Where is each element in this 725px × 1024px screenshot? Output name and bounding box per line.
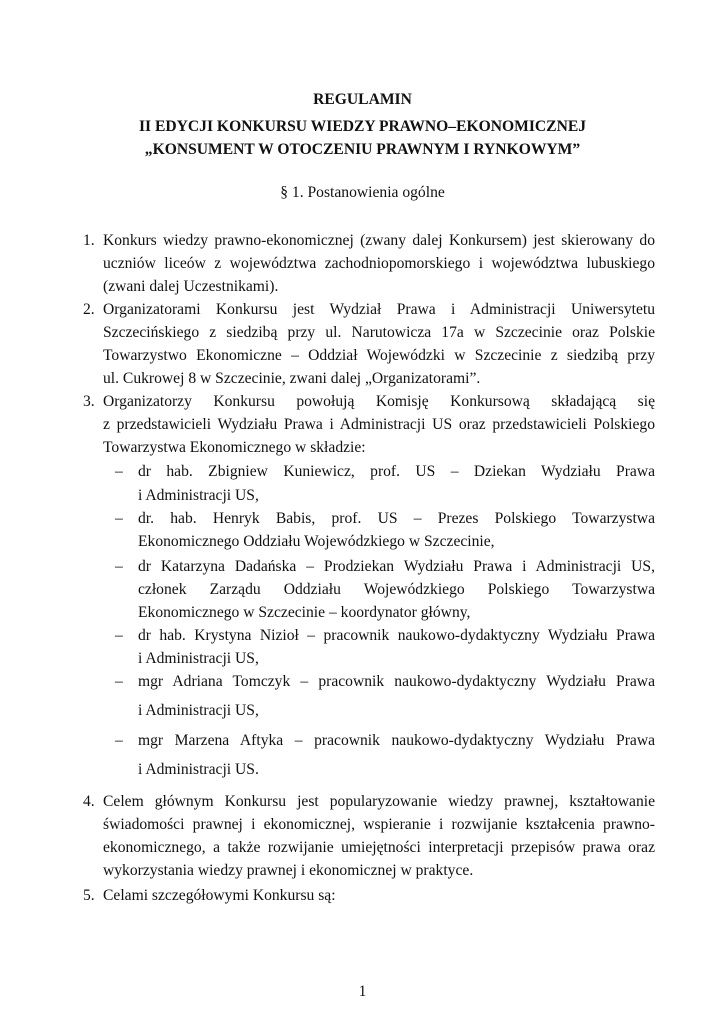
list-item-text: Konkurs wiedzy prawno-ekonomicznej (zwany dalej Konkursem) jest skierowany do (103, 232, 655, 249)
list-item-text: z przedstawicieli Wydziału Prawa i Administracji US oraz przedstawicieli Polskiego (103, 416, 655, 433)
list-item-text: ul. Cukrowej 8 w Szczecinie, zwani dalej „Organizatorami”. (103, 370, 481, 387)
list-item-text: Celami szczegółowymi Konkursu są: (103, 887, 336, 904)
bullet-dash-icon: – (115, 732, 123, 749)
committee-member-text: dr. hab. Henryk Babis, prof. US – Prezes Polskiego Towarzystwa (138, 510, 655, 527)
bullet-dash-icon: – (115, 510, 123, 527)
bullet-dash-icon: – (115, 673, 123, 690)
document-title-line: II EDYCJI KONKURSU WIEDZY PRAWNO–EKONOMICZNEJ (138, 118, 587, 135)
committee-member-text: mgr Adriana Tomczyk – pracownik naukowo-dydaktyczny Wydziału Prawa (138, 673, 655, 690)
list-item-number: 2. (83, 301, 95, 318)
bullet-dash-icon: – (115, 463, 123, 480)
list-item-text: ekonomicznego, a także rozwijanie umiejętności interpretacji przepisów prawa oraz (103, 839, 655, 856)
list-item-text: Szczecińskiego z siedzibą przy ul. Narutowicza 17a w Szczecinie oraz Polskie (103, 324, 655, 341)
section-heading: § 1. Postanowienia ogólne (280, 184, 445, 201)
list-item-number: 4. (83, 793, 95, 810)
list-item-number: 1. (83, 232, 95, 249)
committee-member-text: Ekonomicznego w Szczecinie – koordynator główny, (138, 604, 471, 621)
committee-member-text: i Administracji US. (138, 761, 259, 778)
list-item-text: Towarzystwa Ekonomicznego w składzie: (103, 439, 366, 456)
bullet-dash-icon: – (115, 627, 123, 644)
committee-member-text: członek Zarządu Oddziału Wojewódzkiego Polskiego Towarzystwa (138, 581, 655, 598)
list-item-number: 5. (83, 887, 95, 904)
list-item-text: Organizatorzy Konkursu powołują Komisję Konkursową składającą się (103, 393, 655, 410)
list-item-text: świadomości prawnej i ekonomicznej, wspieranie i rozwijanie kształcenia prawno- (103, 816, 655, 833)
committee-member-text: Ekonomicznego Oddziału Wojewódzkiego w Szczecinie, (138, 533, 495, 550)
list-item-text: wykorzystania wiedzy prawnej i ekonomicznej w praktyce. (103, 862, 474, 879)
document-title-line: REGULAMIN (313, 91, 412, 108)
committee-member-text: dr Katarzyna Dadańska – Prodziekan Wydziału Prawa i Administracji US, (138, 558, 655, 575)
list-item-number: 3. (83, 393, 95, 410)
committee-member-text: i Administracji US, (138, 650, 259, 667)
committee-member-text: i Administracji US, (138, 702, 259, 719)
document-title-line: „KONSUMENT W OTOCZENIU PRAWNYM I RYNKOWYM” (144, 141, 581, 158)
list-item-text: Celem głównym Konkursu jest popularyzowanie wiedzy prawnej, kształtowanie (103, 793, 655, 810)
committee-member-text: dr hab. Krystyna Nizioł – pracownik naukowo-dydaktyczny Wydziału Prawa (138, 627, 655, 644)
committee-member-text: dr hab. Zbigniew Kuniewicz, prof. US – Dziekan Wydziału Prawa (138, 463, 655, 480)
committee-member-text: i Administracji US, (138, 487, 259, 504)
list-item-text: uczniów liceów z województwa zachodniopomorskiego i województwa lubuskiego (103, 255, 655, 272)
list-item-text: Organizatorami Konkursu jest Wydział Prawa i Administracji Uniwersytetu (103, 301, 655, 318)
page-number: 1 (358, 983, 367, 1000)
list-item-text: Towarzystwo Ekonomiczne – Oddział Wojewódzki w Szczecinie z siedzibą przy (103, 347, 655, 364)
bullet-dash-icon: – (115, 558, 123, 575)
committee-member-text: mgr Marzena Aftyka – pracownik naukowo-dydaktyczny Wydziału Prawa (138, 732, 655, 749)
list-item-text: (zwani dalej Uczestnikami). (103, 278, 279, 295)
